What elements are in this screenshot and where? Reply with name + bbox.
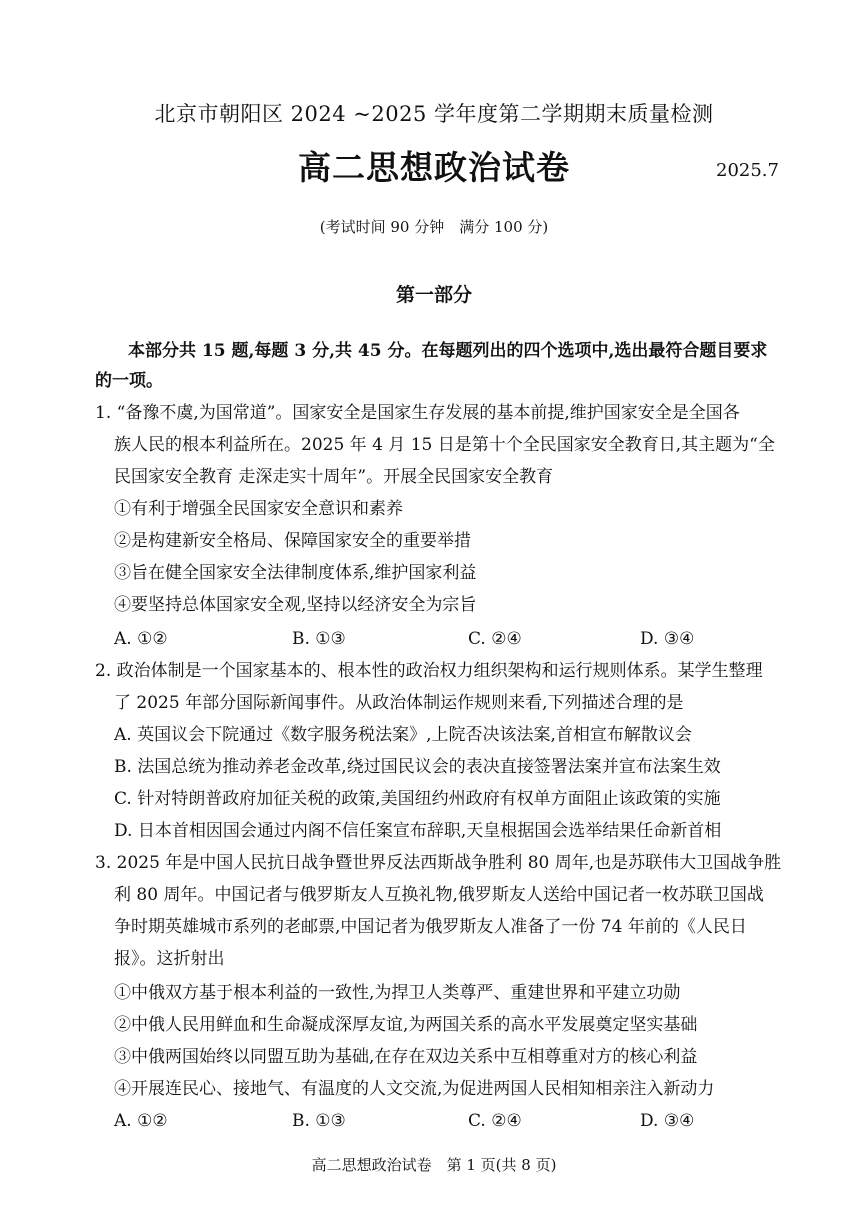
q3-item-3: ③中俄两国始终以同盟互助为基础,在存在双边关系中互相尊重对方的核心利益 <box>114 1047 698 1067</box>
q1-item-4: ④要坚持总体国家安全观,坚持以经济安全为宗旨 <box>114 595 477 615</box>
q3-option-d[interactable]: D. ③④ <box>640 1111 695 1131</box>
q2-stem-line: 了 2025 年部分国际新闻事件。从政治体制运作规则来看,下列描述合理的是 <box>114 693 684 713</box>
q1-option-b[interactable]: B. ①③ <box>292 629 346 649</box>
q3-stem-line: 3. 2025 年是中国人民抗日战争暨世界反法西斯战争胜利 80 周年,也是苏联伟大卫国战争胜 <box>95 853 782 873</box>
q3-option-b[interactable]: B. ①③ <box>292 1111 346 1131</box>
q2-option-d[interactable]: D. 日本首相因国会通过内阁不信任案宣布辞职,天皇根据国会选举结果任命新首相 <box>114 821 722 841</box>
q2-stem-line: 2. 政治体制是一个国家基本的、根本性的政治权力组织架构和运行规则体系。某学生整理 <box>95 661 763 681</box>
section-instructions-cont: 的一项。 <box>95 371 163 391</box>
q2-option-c[interactable]: C. 针对特朗普政府加征关税的政策,美国纽约州政府有权单方面阻止该政策的实施 <box>114 789 721 809</box>
q3-stem-line: 报》。这折射出 <box>114 949 225 969</box>
section-title: 第一部分 <box>395 284 472 306</box>
q2-option-b[interactable]: B. 法国总统为推动养老金改革,绕过国民议会的表决直接签署法案并宣布法案生效 <box>114 757 721 777</box>
q3-option-a[interactable]: A. ①② <box>114 1111 168 1131</box>
q1-option-a[interactable]: A. ①② <box>114 629 168 649</box>
q1-stem-line: 1. “备豫不虞,为国常道”。国家安全是国家生存发展的基本前提,维护国家安全是全国各 <box>95 403 740 423</box>
q1-stem-line: 民国家安全教育 走深走实十周年”。开展全民国家安全教育 <box>114 467 554 487</box>
q1-item-1: ①有利于增强全民国家安全意识和素养 <box>114 499 403 519</box>
q1-option-c[interactable]: C. ②④ <box>468 629 522 649</box>
page-title: 高二思想政治试卷 <box>298 148 570 187</box>
section-instructions: 本部分共 15 题,每题 3 分,共 45 分。在每题列出的四个选项中,选出最符合题目要求 <box>128 341 768 361</box>
q1-option-d[interactable]: D. ③④ <box>640 629 695 649</box>
exam-info: (考试时间 90 分钟 满分 100 分) <box>319 218 549 236</box>
q3-item-1: ①中俄双方基于根本利益的一致性,为捍卫人类尊严、重建世界和平建立功勋 <box>114 983 681 1003</box>
exam-date: 2025.7 <box>716 160 779 181</box>
exam-header-line: 北京市朝阳区 2024 ~2025 学年度第二学期期末质量检测 <box>154 102 714 126</box>
q3-stem-line: 争时期英雄城市系列的老邮票,中国记者为俄罗斯友人准备了一份 74 年前的《人民日 <box>114 917 747 937</box>
q1-stem-line: 族人民的根本利益所在。2025 年 4 月 15 日是第十个全民国家安全教育日,其主题为“全 <box>114 435 775 455</box>
q3-item-2: ②中俄人民用鲜血和生命凝成深厚友谊,为两国关系的高水平发展奠定坚实基础 <box>114 1015 698 1035</box>
page-footer: 高二思想政治试卷 第 1 页(共 8 页) <box>311 1156 557 1174</box>
q1-item-3: ③旨在健全国家安全法律制度体系,维护国家利益 <box>114 563 477 583</box>
q3-item-4: ④开展连民心、接地气、有温度的人文交流,为促进两国人民相知相亲注入新动力 <box>114 1079 715 1099</box>
q1-item-2: ②是构建新安全格局、保障国家安全的重要举措 <box>114 531 471 551</box>
q2-option-a[interactable]: A. 英国议会下院通过《数字服务税法案》,上院否决该法案,首相宣布解散议会 <box>114 725 692 745</box>
q3-option-c[interactable]: C. ②④ <box>468 1111 522 1131</box>
q3-stem-line: 利 80 周年。中国记者与俄罗斯友人互换礼物,俄罗斯友人送给中国记者一枚苏联卫国战 <box>114 885 764 905</box>
